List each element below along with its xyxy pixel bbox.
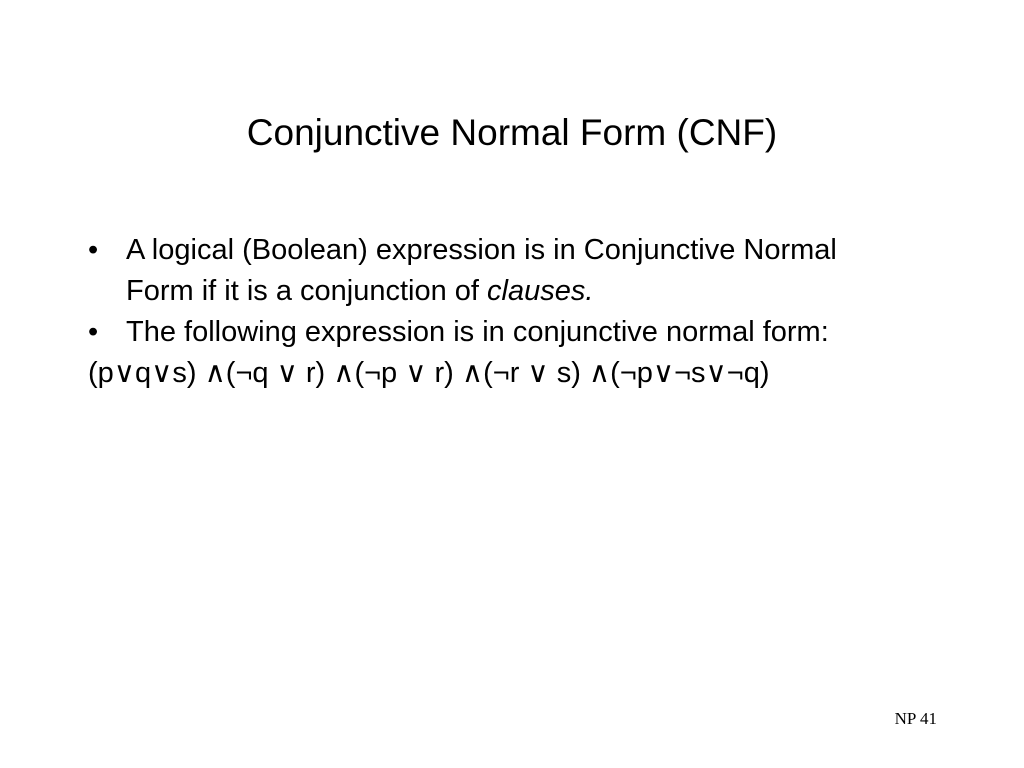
- bullet-marker: •: [88, 316, 99, 348]
- bullet-text: A logical (Boolean) expression is in Conjunctive Normal Form if it is a conjunction of: [126, 234, 837, 307]
- bullet-item-cnf-definition: [88, 230, 888, 312]
- bullet-emphasis: clauses.: [487, 275, 594, 307]
- cnf-formula: (p∨q∨s) ∧(¬q ∨ r) ∧(¬p ∨ r) ∧(¬r ∨ s) ∧(¬p∨¬s∨¬q): [88, 357, 770, 389]
- slide-number: NP 41: [894, 709, 937, 728]
- bullet-marker: •: [88, 234, 99, 266]
- slide-title: Conjunctive Normal Form (CNF): [246, 112, 778, 153]
- bullet-item-example-intro: [88, 312, 888, 353]
- slide-body: [88, 230, 888, 394]
- bullet-text: The following expression is in conjunctive normal form:: [126, 316, 829, 348]
